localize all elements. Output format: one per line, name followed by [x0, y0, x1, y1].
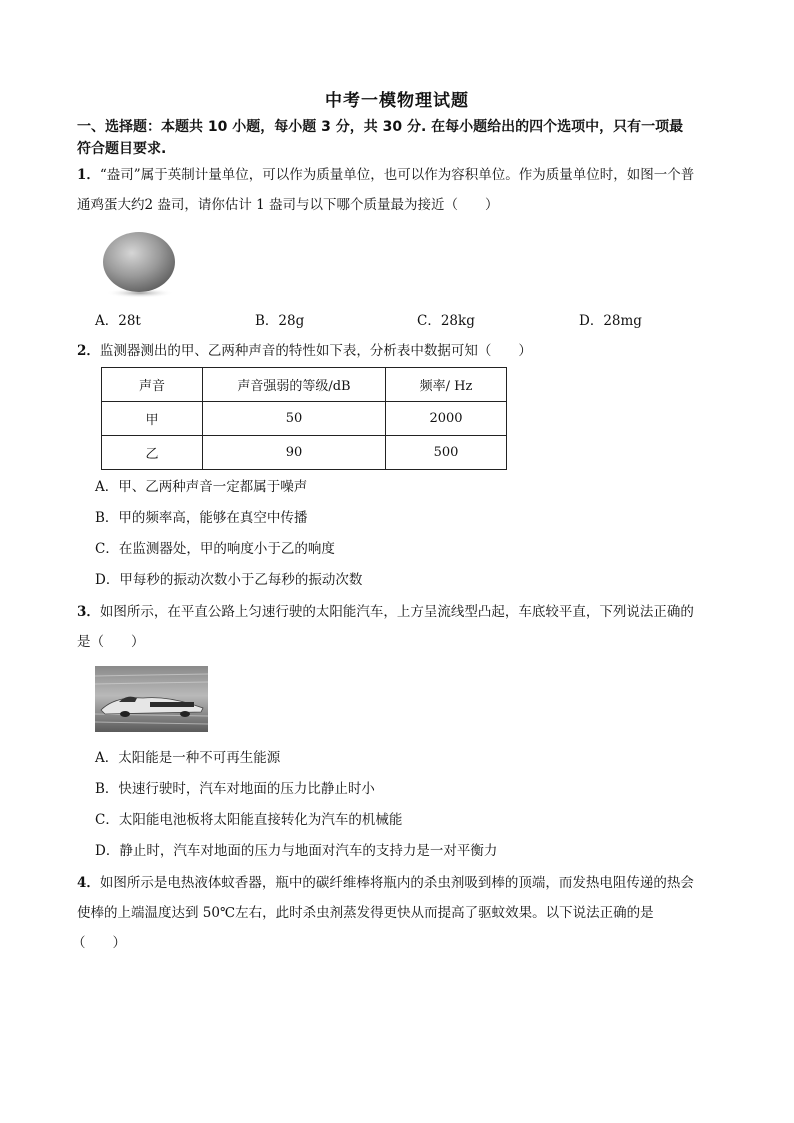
question-1-line2: 通鸡蛋大约2 盎司，请你估计 1 盎司与以下哪个质量最为接近（ ）	[77, 197, 499, 213]
section-heading-line1: 一、选择题：本题共 10 小题，每小题 3 分，共 30 分. 在每小题给出的四个选项中，只有一项最	[77, 119, 684, 135]
question-2-option-b: B．甲的频率高，能够在真空中传播	[95, 510, 308, 526]
question-3-option-c: C．太阳能电池板将太阳能直接转化为汽车的机械能	[95, 812, 403, 828]
question-3-option-b: B．快速行驶时，汽车对地面的压力比静止时小	[95, 781, 375, 797]
question-2-number: 2．	[77, 343, 100, 359]
table-header-cell: 声音强弱的等级/dB	[203, 368, 386, 402]
solar-car-image	[95, 666, 208, 732]
table-row	[102, 436, 507, 470]
table-cell: 乙	[102, 436, 203, 470]
question-2-option-d: D．甲每秒的振动次数小于乙每秒的振动次数	[95, 572, 363, 588]
question-4-line3: （ ）	[72, 935, 126, 951]
question-3-option-a: A．太阳能是一种不可再生能源	[95, 750, 281, 766]
question-4-line2: 使棒的上端温度达到 50℃左右，此时杀虫剂蒸发得更快从而提高了驱蚊效果。以下说法正确的是	[77, 905, 654, 921]
egg-image	[100, 229, 178, 299]
question-1-option-d: D．28mg	[579, 313, 642, 329]
question-2-option-c: C．在监测器处，甲的响度小于乙的响度	[95, 541, 335, 557]
question-3-line1	[77, 603, 694, 621]
question-1-option-a: A．28t	[95, 313, 141, 329]
question-1-option-c: C．28kg	[417, 313, 475, 329]
question-2-option-a: A．甲、乙两种声音一定都属于噪声	[95, 479, 308, 495]
question-2-text: 监测器测出的甲、乙两种声音的特性如下表，分析表中数据可知（ ）	[99, 343, 532, 359]
question-3-line2: 是（ ）	[77, 634, 145, 650]
section-heading-line2: 符合题目要求.	[77, 141, 167, 157]
table-cell: 甲	[102, 402, 203, 436]
table-cell: 50	[203, 402, 386, 436]
table-cell: 500	[386, 436, 507, 470]
table-header-cell: 频率/ Hz	[386, 368, 507, 402]
table-header-row	[102, 368, 507, 402]
question-4-number: 4．	[77, 875, 100, 891]
question-3-text-line1: 如图所示，在平直公路上匀速行驶的太阳能汽车，上方呈流线型凸起，车底较平直，下列说法正确的	[99, 604, 694, 620]
question-2-line1	[77, 342, 532, 360]
table-header-cell: 声音	[102, 368, 203, 402]
page-title: 中考一模物理试题	[325, 91, 469, 111]
table-cell: 90	[203, 436, 386, 470]
question-1-option-b: B．28g	[255, 313, 305, 329]
question-1-number: 1．	[77, 167, 100, 183]
sound-data-table	[101, 367, 507, 470]
question-3-option-d: D．静止时，汽车对地面的压力与地面对汽车的支持力是一对平衡力	[95, 843, 498, 859]
question-1-text-line1: “盎司”属于英制计量单位，可以作为质量单位，也可以作为容积单位。作为质量单位时，如图一个普	[99, 167, 695, 183]
question-4-line1	[77, 874, 694, 892]
question-3-number: 3．	[77, 604, 100, 620]
table-cell: 2000	[386, 402, 507, 436]
table-row	[102, 402, 507, 436]
question-4-text-line1: 如图所示是电热液体蚊香器，瓶中的碳纤维棒将瓶内的杀虫剂吸到棒的顶端，而发热电阻传递的热会	[99, 875, 694, 891]
question-1-line1	[77, 166, 694, 184]
